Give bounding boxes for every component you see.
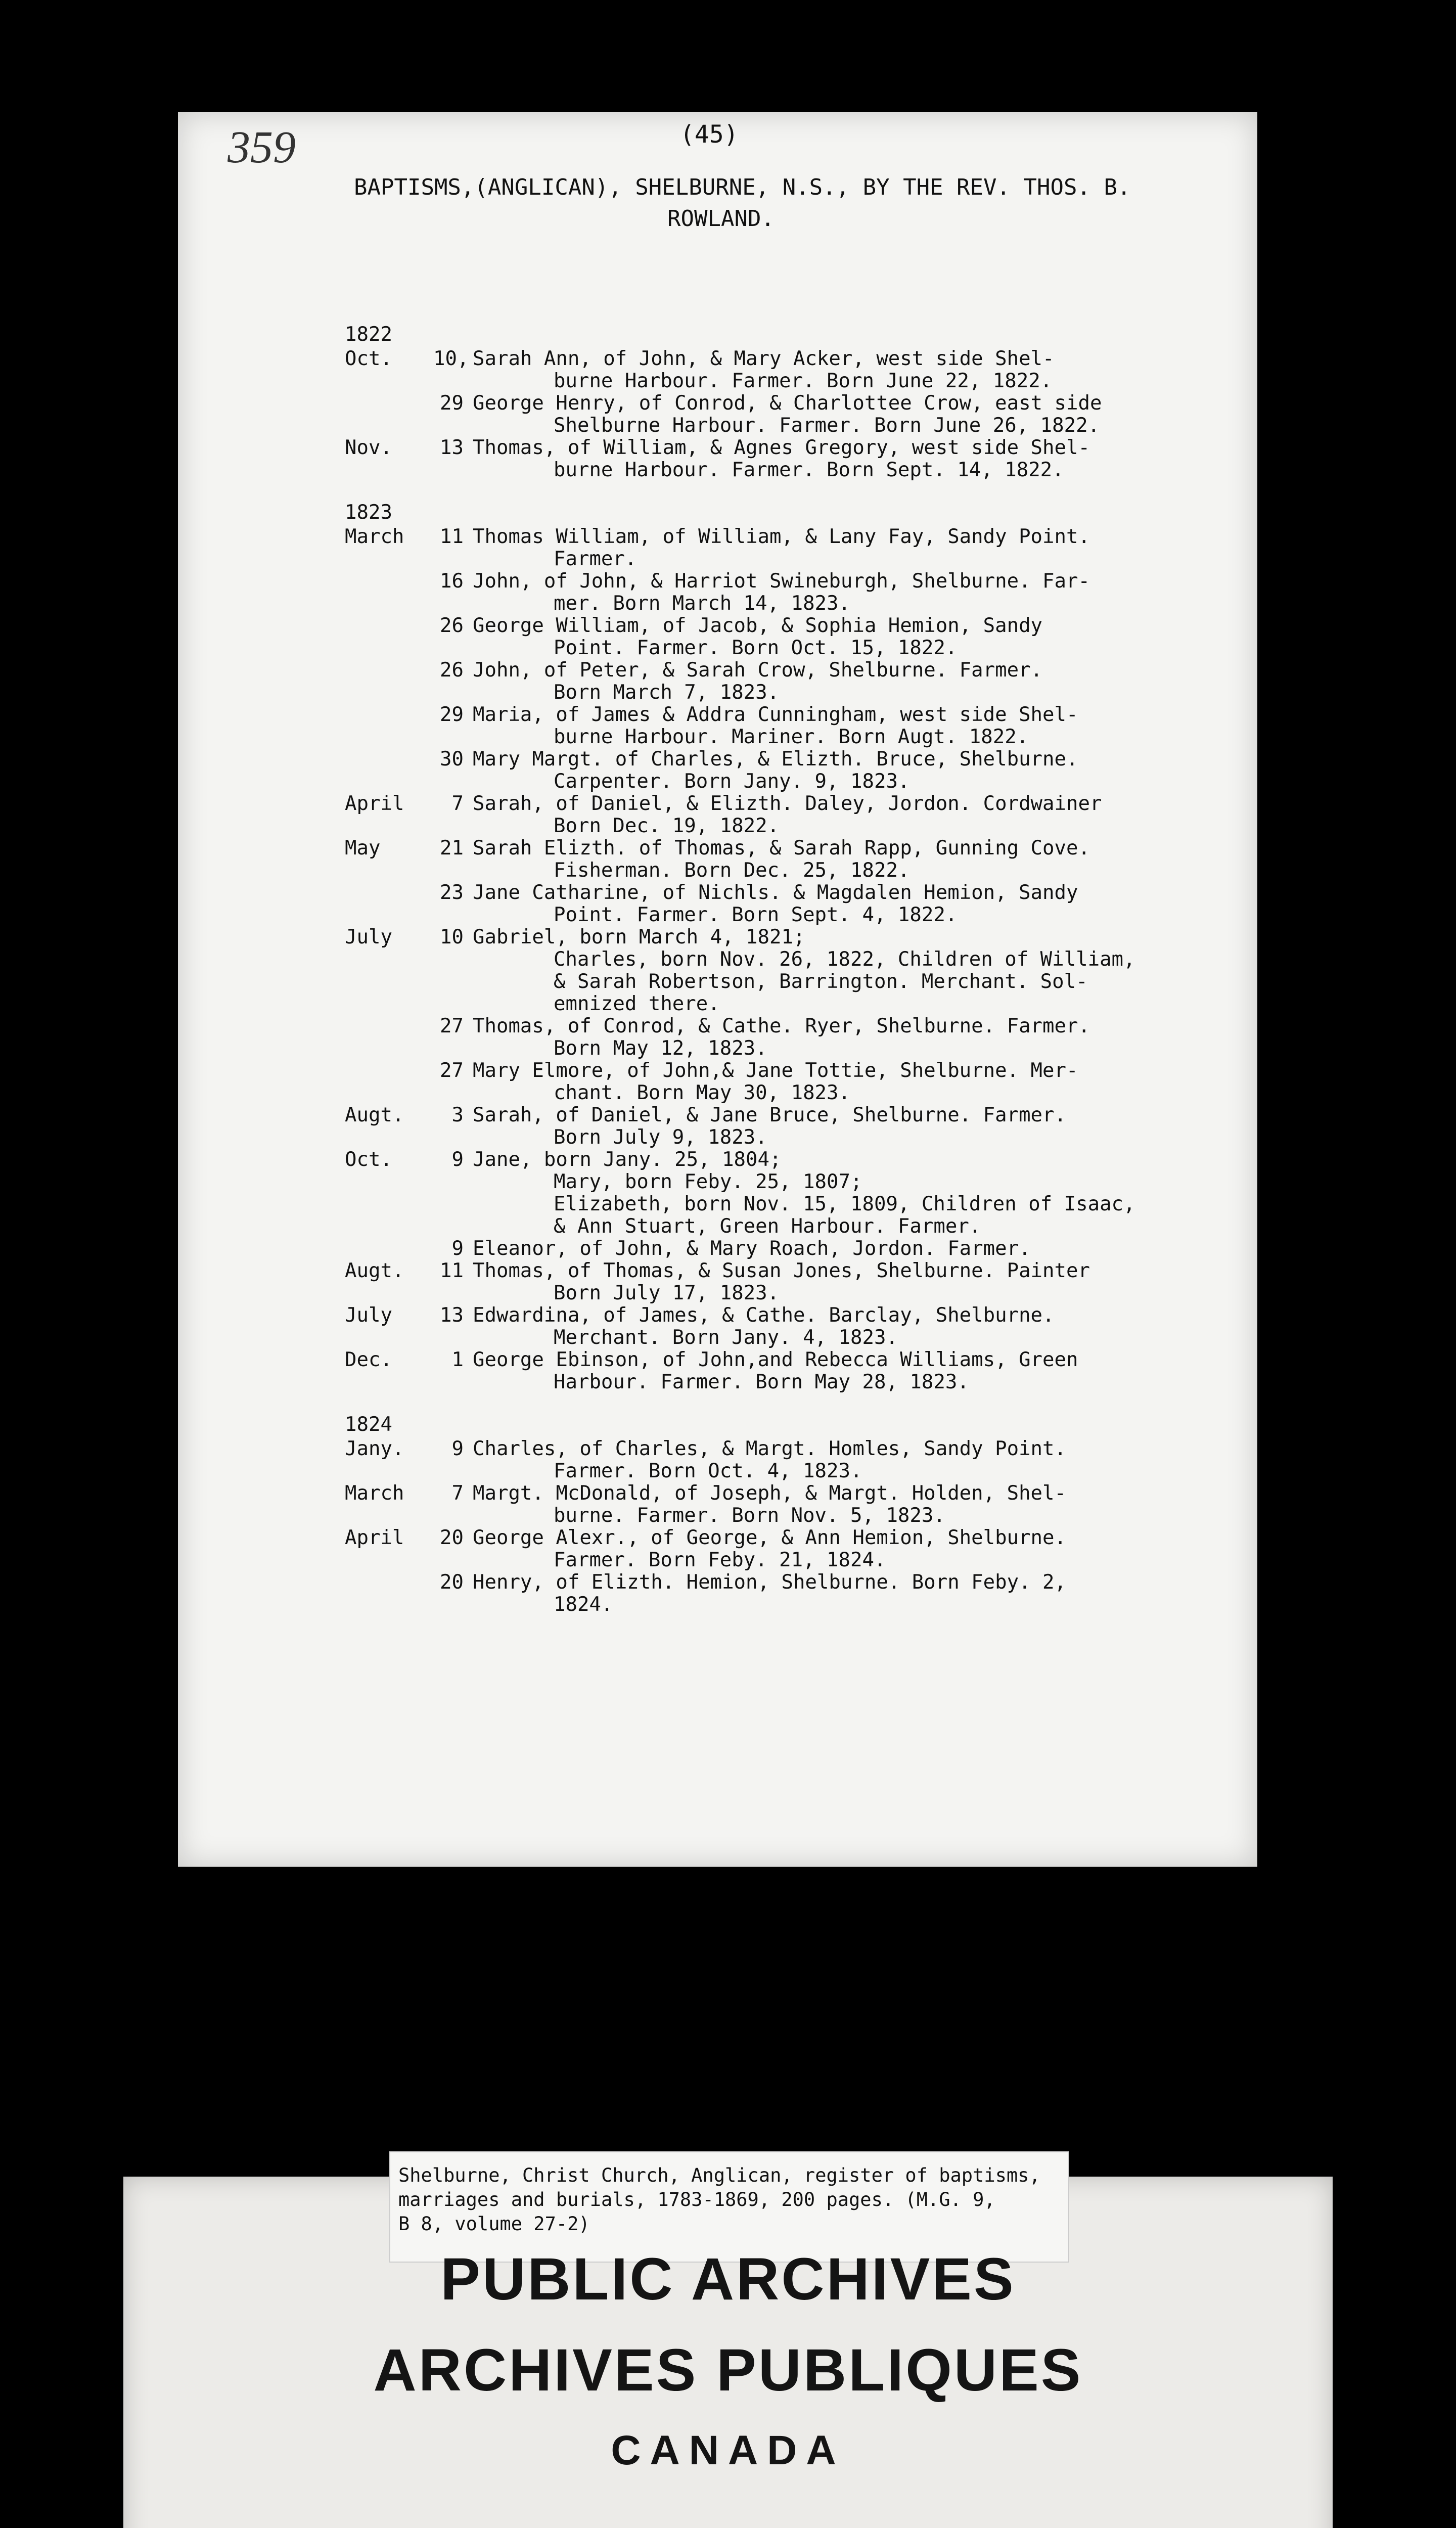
entry-month: Jany. — [345, 1437, 404, 1460]
entry-line: Farmer. Born Feby. 21, 1824. — [554, 1549, 886, 1571]
stamp-archives-publiques: ARCHIVES PUBLIQUES — [373, 2337, 1083, 2404]
entry-day: 29 — [440, 703, 464, 726]
entry-line: Eleanor, of John, & Mary Roach, Jordon. Farmer. — [473, 1237, 1031, 1260]
entry-line: Maria, of James & Addra Cunningham, west side Shel- — [473, 703, 1078, 726]
entry-month: Augt. — [345, 1104, 404, 1126]
page-number: (45) — [680, 120, 739, 149]
entry-line: Fisherman. Born Dec. 25, 1822. — [554, 859, 910, 882]
baptism-entry — [345, 1149, 1214, 1238]
entry-text — [473, 1527, 1214, 1571]
entry-line: Point. Farmer. Born Sept. 4, 1822. — [554, 904, 958, 926]
entry-month: July — [345, 1304, 392, 1327]
entry-line: burne Harbour. Mariner. Born Augt. 1822. — [554, 726, 1029, 748]
entry-text — [473, 615, 1214, 659]
entry-month — [345, 1238, 433, 1260]
entry-line: burne Harbour. Farmer. Born June 22, 1822. — [554, 370, 1053, 392]
entry-month: July — [345, 926, 392, 949]
entry-month: Oct. — [345, 1148, 392, 1171]
entry-line: Elizabeth, born Nov. 15, 1809, Children of Isaac, — [554, 1193, 1135, 1215]
entry-text — [473, 1238, 1214, 1260]
entry-line: Jane, born Jany. 25, 1804; — [473, 1148, 782, 1171]
entry-text — [473, 392, 1214, 437]
entry-line: John, of Peter, & Sarah Crow, Shelburne. Farmer. — [473, 659, 1043, 682]
entry-text — [473, 1060, 1214, 1104]
entry-month: Nov. — [345, 436, 392, 459]
baptism-entry — [345, 1260, 1214, 1304]
entry-text — [473, 1482, 1214, 1527]
entry-text — [473, 659, 1214, 704]
baptism-entry — [345, 837, 1214, 882]
entry-line: Mary, born Feby. 25, 1807; — [554, 1170, 862, 1193]
heading-line-2: ROWLAND. — [667, 206, 775, 232]
entry-line: George William, of Jacob, & Sophia Hemion, Sandy — [473, 614, 1043, 637]
entry-text — [473, 1260, 1214, 1304]
entry-day: 11 — [440, 1259, 464, 1282]
entry-line: Farmer. Born Oct. 4, 1823. — [554, 1460, 862, 1482]
entry-line: Margt. McDonald, of Joseph, & Margt. Holden, Shel- — [473, 1482, 1066, 1505]
entry-month — [345, 704, 433, 748]
baptism-entry — [345, 1349, 1214, 1393]
entry-line: Thomas, of William, & Agnes Gregory, west side Shel- — [473, 436, 1090, 459]
entry-line: Jane Catharine, of Nichls. & Magdalen Hemion, Sandy — [473, 881, 1078, 904]
baptism-entries — [345, 324, 1214, 1616]
entry-line: Thomas, of Thomas, & Susan Jones, Shelburne. Painter — [473, 1259, 1090, 1282]
entry-line: Merchant. Born Jany. 4, 1823. — [554, 1326, 898, 1349]
stamp-public-archives: PUBLIC ARCHIVES — [440, 2246, 1016, 2313]
entry-text — [473, 926, 1214, 1015]
entry-line: George Ebinson, of John,and Rebecca Williams, Green — [473, 1348, 1078, 1371]
baptism-entry — [345, 1438, 1214, 1482]
entry-line: Born July 9, 1823. — [554, 1126, 767, 1149]
baptism-entry — [345, 1238, 1214, 1260]
stamp-canada: CANADA — [611, 2427, 845, 2473]
heading-line-1: BAPTISMS,(ANGLICAN), SHELBURNE, N.S., BY THE REV. THOS. B. — [354, 174, 1131, 200]
entry-line: John, of John, & Harriot Swineburgh, Shelburne. Far- — [473, 570, 1090, 593]
entry-line: 1824. — [554, 1593, 613, 1616]
baptism-entry — [345, 570, 1214, 615]
entry-month: April — [345, 1526, 404, 1549]
entry-month — [345, 659, 433, 704]
entry-month: March — [345, 1482, 404, 1505]
entry-line: Sarah, of Daniel, & Jane Bruce, Shelburne. Farmer. — [473, 1104, 1066, 1126]
baptism-entry — [345, 704, 1214, 748]
entry-text — [473, 1438, 1214, 1482]
entry-line: Carpenter. Born Jany. 9, 1823. — [554, 770, 910, 793]
entry-day: 26 — [440, 659, 464, 682]
baptism-entry — [345, 1571, 1214, 1616]
entry-day: 29 — [440, 392, 464, 415]
entry-day: 20 — [440, 1571, 464, 1594]
entry-day: 7 — [451, 1482, 464, 1505]
entry-line: Edwardina, of James, & Cathe. Barclay, Shelburne. — [473, 1304, 1055, 1327]
entry-text — [473, 748, 1214, 793]
entry-line: mer. Born March 14, 1823. — [554, 592, 850, 615]
entry-line: & Ann Stuart, Green Harbour. Farmer. — [554, 1215, 981, 1238]
entry-text — [473, 1571, 1214, 1616]
entry-text — [473, 348, 1214, 392]
entry-day: 20 — [440, 1526, 464, 1549]
baptism-entry — [345, 1304, 1214, 1349]
entry-day: 13 — [440, 436, 464, 459]
entry-line: Point. Farmer. Born Oct. 15, 1822. — [554, 637, 958, 659]
entry-text — [473, 882, 1214, 926]
entry-line: Henry, of Elizth. Hemion, Shelburne. Born Feby. 2, — [473, 1571, 1066, 1594]
entry-day: 27 — [440, 1015, 464, 1037]
entry-day: 27 — [440, 1059, 464, 1082]
baptism-entry — [345, 793, 1214, 837]
entry-text — [473, 1149, 1214, 1238]
entry-month — [345, 1015, 433, 1060]
entry-line: emnized there. — [554, 992, 720, 1015]
entry-day: 9 — [451, 1437, 464, 1460]
baptism-entry — [345, 1060, 1214, 1104]
year-heading: 1823 — [345, 501, 392, 524]
entry-text — [473, 1349, 1214, 1393]
entry-day: 21 — [440, 837, 464, 860]
entry-line: & Sarah Robertson, Barrington. Merchant. Sol- — [554, 970, 1088, 993]
entry-line: Charles, born Nov. 26, 1822, Children of William, — [554, 948, 1135, 971]
entry-line: Harbour. Farmer. Born May 28, 1823. — [554, 1371, 969, 1393]
entry-month: May — [345, 837, 381, 860]
entry-day: 1 — [451, 1348, 464, 1371]
entry-line: George Alexr., of George, & Ann Hemion, Shelburne. — [473, 1526, 1066, 1549]
page-heading — [354, 172, 1153, 235]
entry-day: 13 — [440, 1304, 464, 1327]
entry-day: 26 — [440, 614, 464, 637]
entry-day: 10, — [433, 347, 469, 370]
label-line-3: B 8, volume 27-2) — [398, 2213, 590, 2235]
entry-line: Sarah Elizth. of Thomas, & Sarah Rapp, Gunning Cove. — [473, 837, 1090, 860]
entry-text — [473, 1104, 1214, 1149]
label-line-1: Shelburne, Christ Church, Anglican, register of baptisms, — [398, 2164, 1040, 2186]
entry-line: Thomas, of Conrod, & Cathe. Ryer, Shelburne. Farmer. — [473, 1015, 1090, 1037]
entry-line: Charles, of Charles, & Margt. Homles, Sandy Point. — [473, 1437, 1066, 1460]
baptism-entry — [345, 926, 1214, 1015]
entry-month — [345, 748, 433, 793]
entry-month: Dec. — [345, 1348, 392, 1371]
entry-text — [473, 1015, 1214, 1060]
entry-line: Born July 17, 1823. — [554, 1282, 780, 1304]
entry-text — [473, 437, 1214, 481]
entry-day: 10 — [440, 926, 464, 949]
entry-month — [345, 1571, 433, 1616]
entry-text — [473, 1304, 1214, 1349]
baptism-entry — [345, 1104, 1214, 1149]
entry-line: Shelburne Harbour. Farmer. Born June 26, 1822. — [554, 414, 1100, 437]
entry-month — [345, 1060, 433, 1104]
entry-month: Oct. — [345, 347, 392, 370]
entry-month — [345, 570, 433, 615]
entry-line: Mary Margt. of Charles, & Elizth. Bruce, Shelburne. — [473, 748, 1078, 771]
entry-month — [345, 882, 433, 926]
baptism-entry — [345, 659, 1214, 704]
entry-line: Born Dec. 19, 1822. — [554, 815, 780, 837]
entry-line: Sarah, of Daniel, & Elizth. Daley, Jordon. Cordwainer — [473, 792, 1102, 815]
baptism-entry — [345, 348, 1214, 392]
baptism-entry — [345, 748, 1214, 793]
entry-day: 11 — [440, 525, 464, 548]
year-heading: 1824 — [345, 1413, 392, 1436]
year-heading: 1822 — [345, 323, 392, 346]
baptism-entry — [345, 1015, 1214, 1060]
entry-day: 16 — [440, 570, 464, 593]
entry-text — [473, 793, 1214, 837]
entry-line: Thomas William, of William, & Lany Fay, Sandy Point. — [473, 525, 1090, 548]
baptism-entry — [345, 526, 1214, 570]
baptism-entry — [345, 392, 1214, 437]
entry-month: April — [345, 792, 404, 815]
baptism-entry — [345, 1482, 1214, 1527]
entry-day: 3 — [451, 1104, 464, 1126]
entry-line: Mary Elmore, of John,& Jane Tottie, Shelburne. Mer- — [473, 1059, 1078, 1082]
entry-month — [345, 392, 433, 437]
baptism-entry — [345, 882, 1214, 926]
baptism-entry — [345, 437, 1214, 481]
entry-line: Gabriel, born March 4, 1821; — [473, 926, 805, 949]
entry-line: burne. Farmer. Born Nov. 5, 1823. — [554, 1504, 945, 1527]
label-line-2: marriages and burials, 1783-1869, 200 pages. (M.G. 9, — [398, 2189, 995, 2210]
entry-line: George Henry, of Conrod, & Charlottee Crow, east side — [473, 392, 1102, 415]
entry-day: 7 — [451, 792, 464, 815]
baptism-entry — [345, 1527, 1214, 1571]
entry-text — [473, 704, 1214, 748]
entry-line: chant. Born May 30, 1823. — [554, 1081, 850, 1104]
entry-line: Born May 12, 1823. — [554, 1037, 767, 1060]
folio-number: 359 — [228, 122, 296, 172]
entry-text — [473, 570, 1214, 615]
entry-line: burne Harbour. Farmer. Born Sept. 14, 1822. — [554, 459, 1064, 481]
entry-day: 23 — [440, 881, 464, 904]
entry-month: March — [345, 525, 404, 548]
entry-text — [473, 526, 1214, 570]
entry-text — [473, 837, 1214, 882]
entry-month — [345, 615, 433, 659]
entry-month: Augt. — [345, 1259, 404, 1282]
entry-line: Farmer. — [554, 548, 637, 570]
baptism-entry — [345, 615, 1214, 659]
entry-day: 9 — [451, 1237, 464, 1260]
entry-line: Sarah Ann, of John, & Mary Acker, west side Shel- — [473, 347, 1055, 370]
entry-line: Born March 7, 1823. — [554, 681, 780, 704]
entry-day: 30 — [440, 748, 464, 771]
entry-day: 9 — [451, 1148, 464, 1171]
